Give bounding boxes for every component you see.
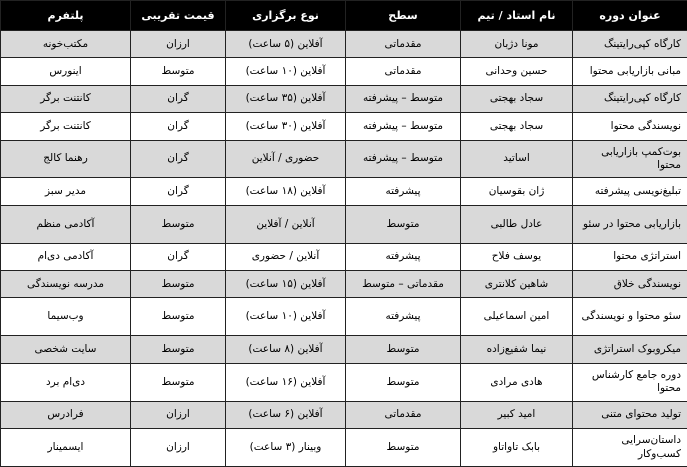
table-row — [1, 429, 687, 467]
table-row — [1, 336, 687, 363]
cell-instructor: امین اسماعیلی — [461, 298, 573, 336]
cell-instructor: عادل طالبی — [461, 205, 573, 243]
cell-course-title: تبلیغ‌نویسی پیشرفته — [573, 178, 687, 205]
cell-course-title: داستان‌سرایی کسب‌وکار — [573, 429, 687, 467]
table-header — [1, 1, 687, 31]
cell-price: ارزان — [131, 429, 226, 467]
cell-price: متوسط — [131, 271, 226, 298]
cell-platform: سایت شخصی — [1, 336, 131, 363]
header-instructor: نام استاد / تیم — [461, 1, 573, 31]
table-row — [1, 401, 687, 428]
cell-level: پیشرفته — [346, 298, 461, 336]
header-platform: پلتفرم — [1, 1, 131, 31]
cell-level: متوسط — [346, 336, 461, 363]
table-row — [1, 298, 687, 336]
cell-price: گران — [131, 243, 226, 270]
cell-price: گران — [131, 113, 226, 140]
cell-format: آفلاین (۱۵ ساعت) — [226, 271, 346, 298]
cell-platform: آکادمی منظم — [1, 205, 131, 243]
header-format: نوع برگزاری — [226, 1, 346, 31]
cell-format: آفلاین (۳۵ ساعت) — [226, 85, 346, 112]
cell-platform: آکادمی دی‌ام — [1, 243, 131, 270]
header-price: قیمت تقریبی — [131, 1, 226, 31]
cell-platform: فرادرس — [1, 401, 131, 428]
cell-level: پیشرفته — [346, 243, 461, 270]
table-row — [1, 205, 687, 243]
cell-course-title: کارگاه کپی‌رایتینگ — [573, 31, 687, 58]
cell-format: آفلاین (۱۰ ساعت) — [226, 58, 346, 85]
cell-level: متوسط — [346, 363, 461, 401]
cell-format: وبینار (۳ ساعت) — [226, 429, 346, 467]
cell-platform: مکتب‌خونه — [1, 31, 131, 58]
cell-level: پیشرفته — [346, 178, 461, 205]
cell-format: آفلاین (۳۰ ساعت) — [226, 113, 346, 140]
cell-course-title: نویسندگی خلاق — [573, 271, 687, 298]
cell-course-title: کارگاه کپی‌رایتینگ — [573, 85, 687, 112]
cell-platform: رهنما کالج — [1, 140, 131, 178]
cell-price: گران — [131, 85, 226, 112]
cell-level: مقدماتی — [346, 401, 461, 428]
table-row — [1, 85, 687, 112]
cell-level: متوسط — [346, 205, 461, 243]
cell-price: متوسط — [131, 205, 226, 243]
cell-platform: اینورس — [1, 58, 131, 85]
cell-platform: مدرسه نویسندگی — [1, 271, 131, 298]
cell-price: متوسط — [131, 336, 226, 363]
cell-instructor: امید کبیر — [461, 401, 573, 428]
cell-format: آفلاین (۱۰ ساعت) — [226, 298, 346, 336]
cell-course-title: سئو محتوا و نویسندگی — [573, 298, 687, 336]
cell-level: مقدماتی – متوسط — [346, 271, 461, 298]
cell-price: گران — [131, 140, 226, 178]
cell-level: متوسط – پیشرفته — [346, 85, 461, 112]
cell-price: متوسط — [131, 298, 226, 336]
cell-level: متوسط – پیشرفته — [346, 140, 461, 178]
cell-level: مقدماتی — [346, 31, 461, 58]
cell-instructor: شاهین کلانتری — [461, 271, 573, 298]
cell-instructor: حسین وحدانی — [461, 58, 573, 85]
cell-price: ارزان — [131, 401, 226, 428]
cell-course-title: بوت‌کمپ بازاریابی محتوا — [573, 140, 687, 178]
header-level: سطح — [346, 1, 461, 31]
cell-level: متوسط – پیشرفته — [346, 113, 461, 140]
table-row — [1, 243, 687, 270]
cell-platform: مدیر سبز — [1, 178, 131, 205]
cell-format: آفلاین (۶ ساعت) — [226, 401, 346, 428]
cell-price: گران — [131, 178, 226, 205]
cell-course-title: مبانی بازاریابی محتوا — [573, 58, 687, 85]
cell-price: ارزان — [131, 31, 226, 58]
cell-instructor: اساتید — [461, 140, 573, 178]
cell-platform: وب‌سیما — [1, 298, 131, 336]
cell-format: حضوری / آنلاین — [226, 140, 346, 178]
table-row — [1, 363, 687, 401]
table-row — [1, 271, 687, 298]
table-row — [1, 178, 687, 205]
cell-format: آفلاین (۱۶ ساعت) — [226, 363, 346, 401]
cell-price: متوسط — [131, 363, 226, 401]
table-body — [1, 31, 687, 467]
cell-course-title: تولید محتوای متنی — [573, 401, 687, 428]
cell-format: آفلاین (۵ ساعت) — [226, 31, 346, 58]
cell-format: آفلاین (۱۸ ساعت) — [226, 178, 346, 205]
cell-instructor: هادی مرادی — [461, 363, 573, 401]
table-row — [1, 140, 687, 178]
cell-instructor: ژان بقوسیان — [461, 178, 573, 205]
cell-instructor: نیما شفیع‌زاده — [461, 336, 573, 363]
cell-instructor: مونا دژبان — [461, 31, 573, 58]
cell-instructor: سجاد بهجتی — [461, 113, 573, 140]
cell-platform: دی‌ام برد — [1, 363, 131, 401]
table-row — [1, 31, 687, 58]
table-row — [1, 113, 687, 140]
cell-course-title: نویسندگی محتوا — [573, 113, 687, 140]
header-row — [1, 1, 687, 31]
cell-instructor: سجاد بهجتی — [461, 85, 573, 112]
cell-level: مقدماتی — [346, 58, 461, 85]
cell-format: آفلاین (۸ ساعت) — [226, 336, 346, 363]
cell-course-title: میکروبوک استراتژی — [573, 336, 687, 363]
header-course-title: عنوان دوره — [573, 1, 687, 31]
cell-level: متوسط — [346, 429, 461, 467]
cell-platform: کانتنت برگر — [1, 85, 131, 112]
cell-price: متوسط — [131, 58, 226, 85]
cell-course-title: دوره جامع کارشناس محتوا — [573, 363, 687, 401]
cell-instructor: یوسف فلاح — [461, 243, 573, 270]
cell-course-title: استراتژی محتوا — [573, 243, 687, 270]
table-row — [1, 58, 687, 85]
cell-format: آنلاین / آفلاین — [226, 205, 346, 243]
cell-platform: کانتنت برگر — [1, 113, 131, 140]
cell-instructor: بابک تاواتاو — [461, 429, 573, 467]
cell-course-title: بازاریابی محتوا در سئو — [573, 205, 687, 243]
cell-platform: ایسمینار — [1, 429, 131, 467]
cell-format: آنلاین / حضوری — [226, 243, 346, 270]
